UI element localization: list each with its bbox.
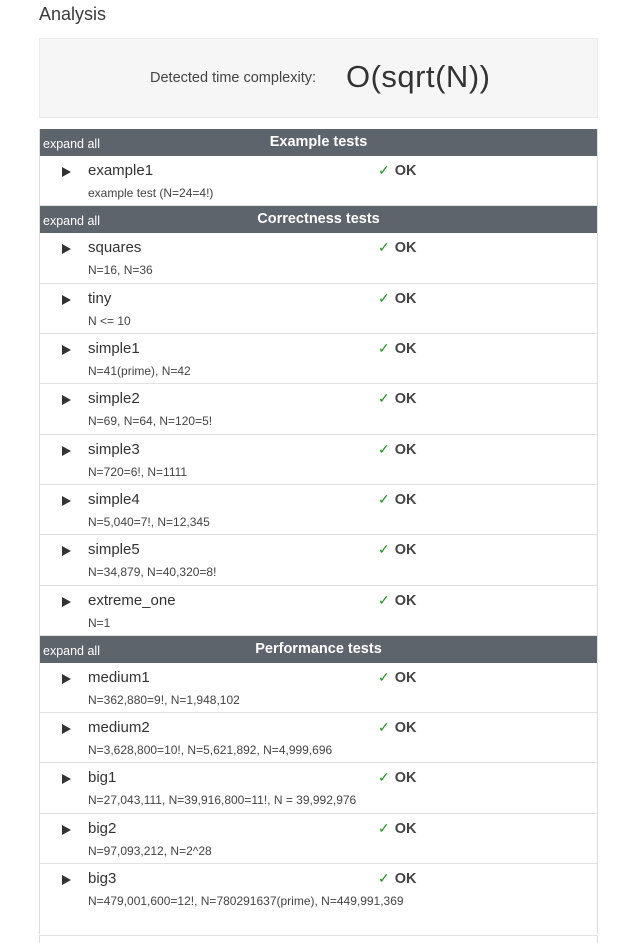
test-row[interactable] xyxy=(40,435,597,485)
test-row[interactable] xyxy=(40,864,597,934)
expand-all-link[interactable]: expand all xyxy=(43,644,100,658)
test-description: N=69, N=64, N=120=5! xyxy=(88,414,213,428)
check-icon: ✓ xyxy=(378,719,390,735)
expand-all-link[interactable]: expand all xyxy=(43,214,100,228)
test-name[interactable]: medium2 xyxy=(88,719,150,736)
test-name[interactable]: simple1 xyxy=(88,340,140,357)
expand-triangle-icon[interactable] xyxy=(62,295,71,305)
group-title: Performance tests xyxy=(255,641,382,657)
test-status xyxy=(378,719,416,736)
expand-triangle-icon[interactable] xyxy=(62,244,71,254)
test-name[interactable]: squares xyxy=(88,239,142,256)
group-header-correctness xyxy=(40,206,597,233)
test-status xyxy=(378,820,416,837)
status-label: OK xyxy=(394,670,417,686)
test-description: N=3,628,800=10!, N=5,621,892, N=4,999,696 xyxy=(88,743,333,757)
test-name[interactable]: extreme_one xyxy=(88,592,176,609)
test-name[interactable]: simple2 xyxy=(88,390,140,407)
test-status xyxy=(378,290,416,307)
status-label: OK xyxy=(394,770,417,786)
test-description: N=34,879, N=40,320=8! xyxy=(88,565,217,579)
status-label: OK xyxy=(394,720,417,736)
test-name[interactable]: simple3 xyxy=(88,441,140,458)
expand-triangle-icon[interactable] xyxy=(62,167,71,177)
test-row[interactable] xyxy=(40,334,597,384)
expand-triangle-icon[interactable] xyxy=(62,825,71,835)
expand-triangle-icon[interactable] xyxy=(62,546,71,556)
expand-triangle-icon[interactable] xyxy=(62,724,71,734)
group-title: Example tests xyxy=(269,134,368,150)
list-continuation xyxy=(39,935,598,943)
test-description: N=362,880=9!, N=1,948,102 xyxy=(88,693,240,707)
test-name[interactable]: simple5 xyxy=(88,541,140,558)
test-status xyxy=(378,592,416,609)
test-status xyxy=(378,870,416,887)
test-status xyxy=(378,491,416,508)
test-status xyxy=(378,541,416,558)
check-icon: ✓ xyxy=(378,162,390,178)
test-status xyxy=(378,441,416,458)
group-header-example xyxy=(40,129,597,156)
test-row[interactable] xyxy=(40,713,597,763)
test-row[interactable] xyxy=(40,535,597,586)
page-title: Analysis xyxy=(39,4,107,24)
test-description: N <= 10 xyxy=(88,314,131,328)
expand-triangle-icon[interactable] xyxy=(62,875,71,885)
expand-triangle-icon[interactable] xyxy=(62,774,71,784)
test-status xyxy=(378,769,416,786)
test-description: N=479,001,600=12!, N=780291637(prime), N=449,991,369 xyxy=(88,894,404,908)
expand-triangle-icon[interactable] xyxy=(62,597,71,607)
check-icon: ✓ xyxy=(378,390,390,406)
status-label: OK xyxy=(394,341,417,357)
complexity-value: O(sqrt(N)) xyxy=(346,59,491,94)
status-label: OK xyxy=(394,442,417,458)
status-label: OK xyxy=(394,821,417,837)
test-description: N=720=6!, N=1111 xyxy=(88,465,188,479)
status-label: OK xyxy=(394,163,417,179)
expand-all-link[interactable]: expand all xyxy=(43,137,100,151)
check-icon: ✓ xyxy=(378,441,390,457)
test-row[interactable] xyxy=(40,156,597,206)
test-name[interactable]: simple4 xyxy=(88,491,140,508)
test-name[interactable]: medium1 xyxy=(88,669,150,686)
test-name[interactable]: tiny xyxy=(88,290,112,307)
test-row[interactable] xyxy=(40,663,597,713)
test-results xyxy=(39,129,598,934)
test-row[interactable] xyxy=(40,814,597,864)
test-row[interactable] xyxy=(40,284,597,334)
check-icon: ✓ xyxy=(378,290,390,306)
expand-triangle-icon[interactable] xyxy=(62,345,71,355)
test-row[interactable] xyxy=(40,485,597,535)
test-description: example test (N=24=4!) xyxy=(88,186,214,200)
check-icon: ✓ xyxy=(378,669,390,685)
test-name[interactable]: big3 xyxy=(88,870,117,887)
status-label: OK xyxy=(394,240,417,256)
test-row[interactable] xyxy=(40,586,597,636)
check-icon: ✓ xyxy=(378,239,390,255)
status-label: OK xyxy=(394,391,417,407)
check-icon: ✓ xyxy=(378,491,390,507)
status-label: OK xyxy=(394,492,417,508)
test-description: N=41(prime), N=42 xyxy=(88,364,191,378)
test-description: N=16, N=36 xyxy=(88,263,153,277)
test-description: N=27,043,111, N=39,916,800=11!, N = 39,992,976 xyxy=(88,793,357,807)
test-status xyxy=(378,239,416,256)
test-status xyxy=(378,669,416,686)
expand-triangle-icon[interactable] xyxy=(62,496,71,506)
test-name[interactable]: big1 xyxy=(88,769,117,786)
status-label: OK xyxy=(394,871,417,887)
complexity-label: Detected time complexity: xyxy=(150,70,317,86)
check-icon: ✓ xyxy=(378,541,390,557)
test-name[interactable]: example1 xyxy=(88,162,154,179)
check-icon: ✓ xyxy=(378,592,390,608)
status-label: OK xyxy=(394,542,417,558)
test-status xyxy=(378,390,416,407)
test-description: N=97,093,212, N=2^28 xyxy=(88,844,212,858)
group-title: Correctness tests xyxy=(257,211,380,227)
check-icon: ✓ xyxy=(378,870,390,886)
group-header-performance xyxy=(40,636,597,663)
test-row[interactable] xyxy=(40,233,597,284)
test-name[interactable]: big2 xyxy=(88,820,117,837)
status-label: OK xyxy=(394,593,417,609)
check-icon: ✓ xyxy=(378,820,390,836)
check-icon: ✓ xyxy=(378,340,390,356)
check-icon: ✓ xyxy=(378,769,390,785)
test-row[interactable] xyxy=(40,384,597,435)
expand-triangle-icon[interactable] xyxy=(62,446,71,456)
test-status xyxy=(378,340,416,357)
test-description: N=5,040=7!, N=12,345 xyxy=(88,515,210,529)
complexity-panel xyxy=(39,38,598,118)
test-description: N=1 xyxy=(88,616,111,630)
test-status xyxy=(378,162,416,179)
status-label: OK xyxy=(394,291,417,307)
expand-triangle-icon[interactable] xyxy=(62,674,71,684)
expand-triangle-icon[interactable] xyxy=(62,395,71,405)
test-row[interactable] xyxy=(40,763,597,814)
